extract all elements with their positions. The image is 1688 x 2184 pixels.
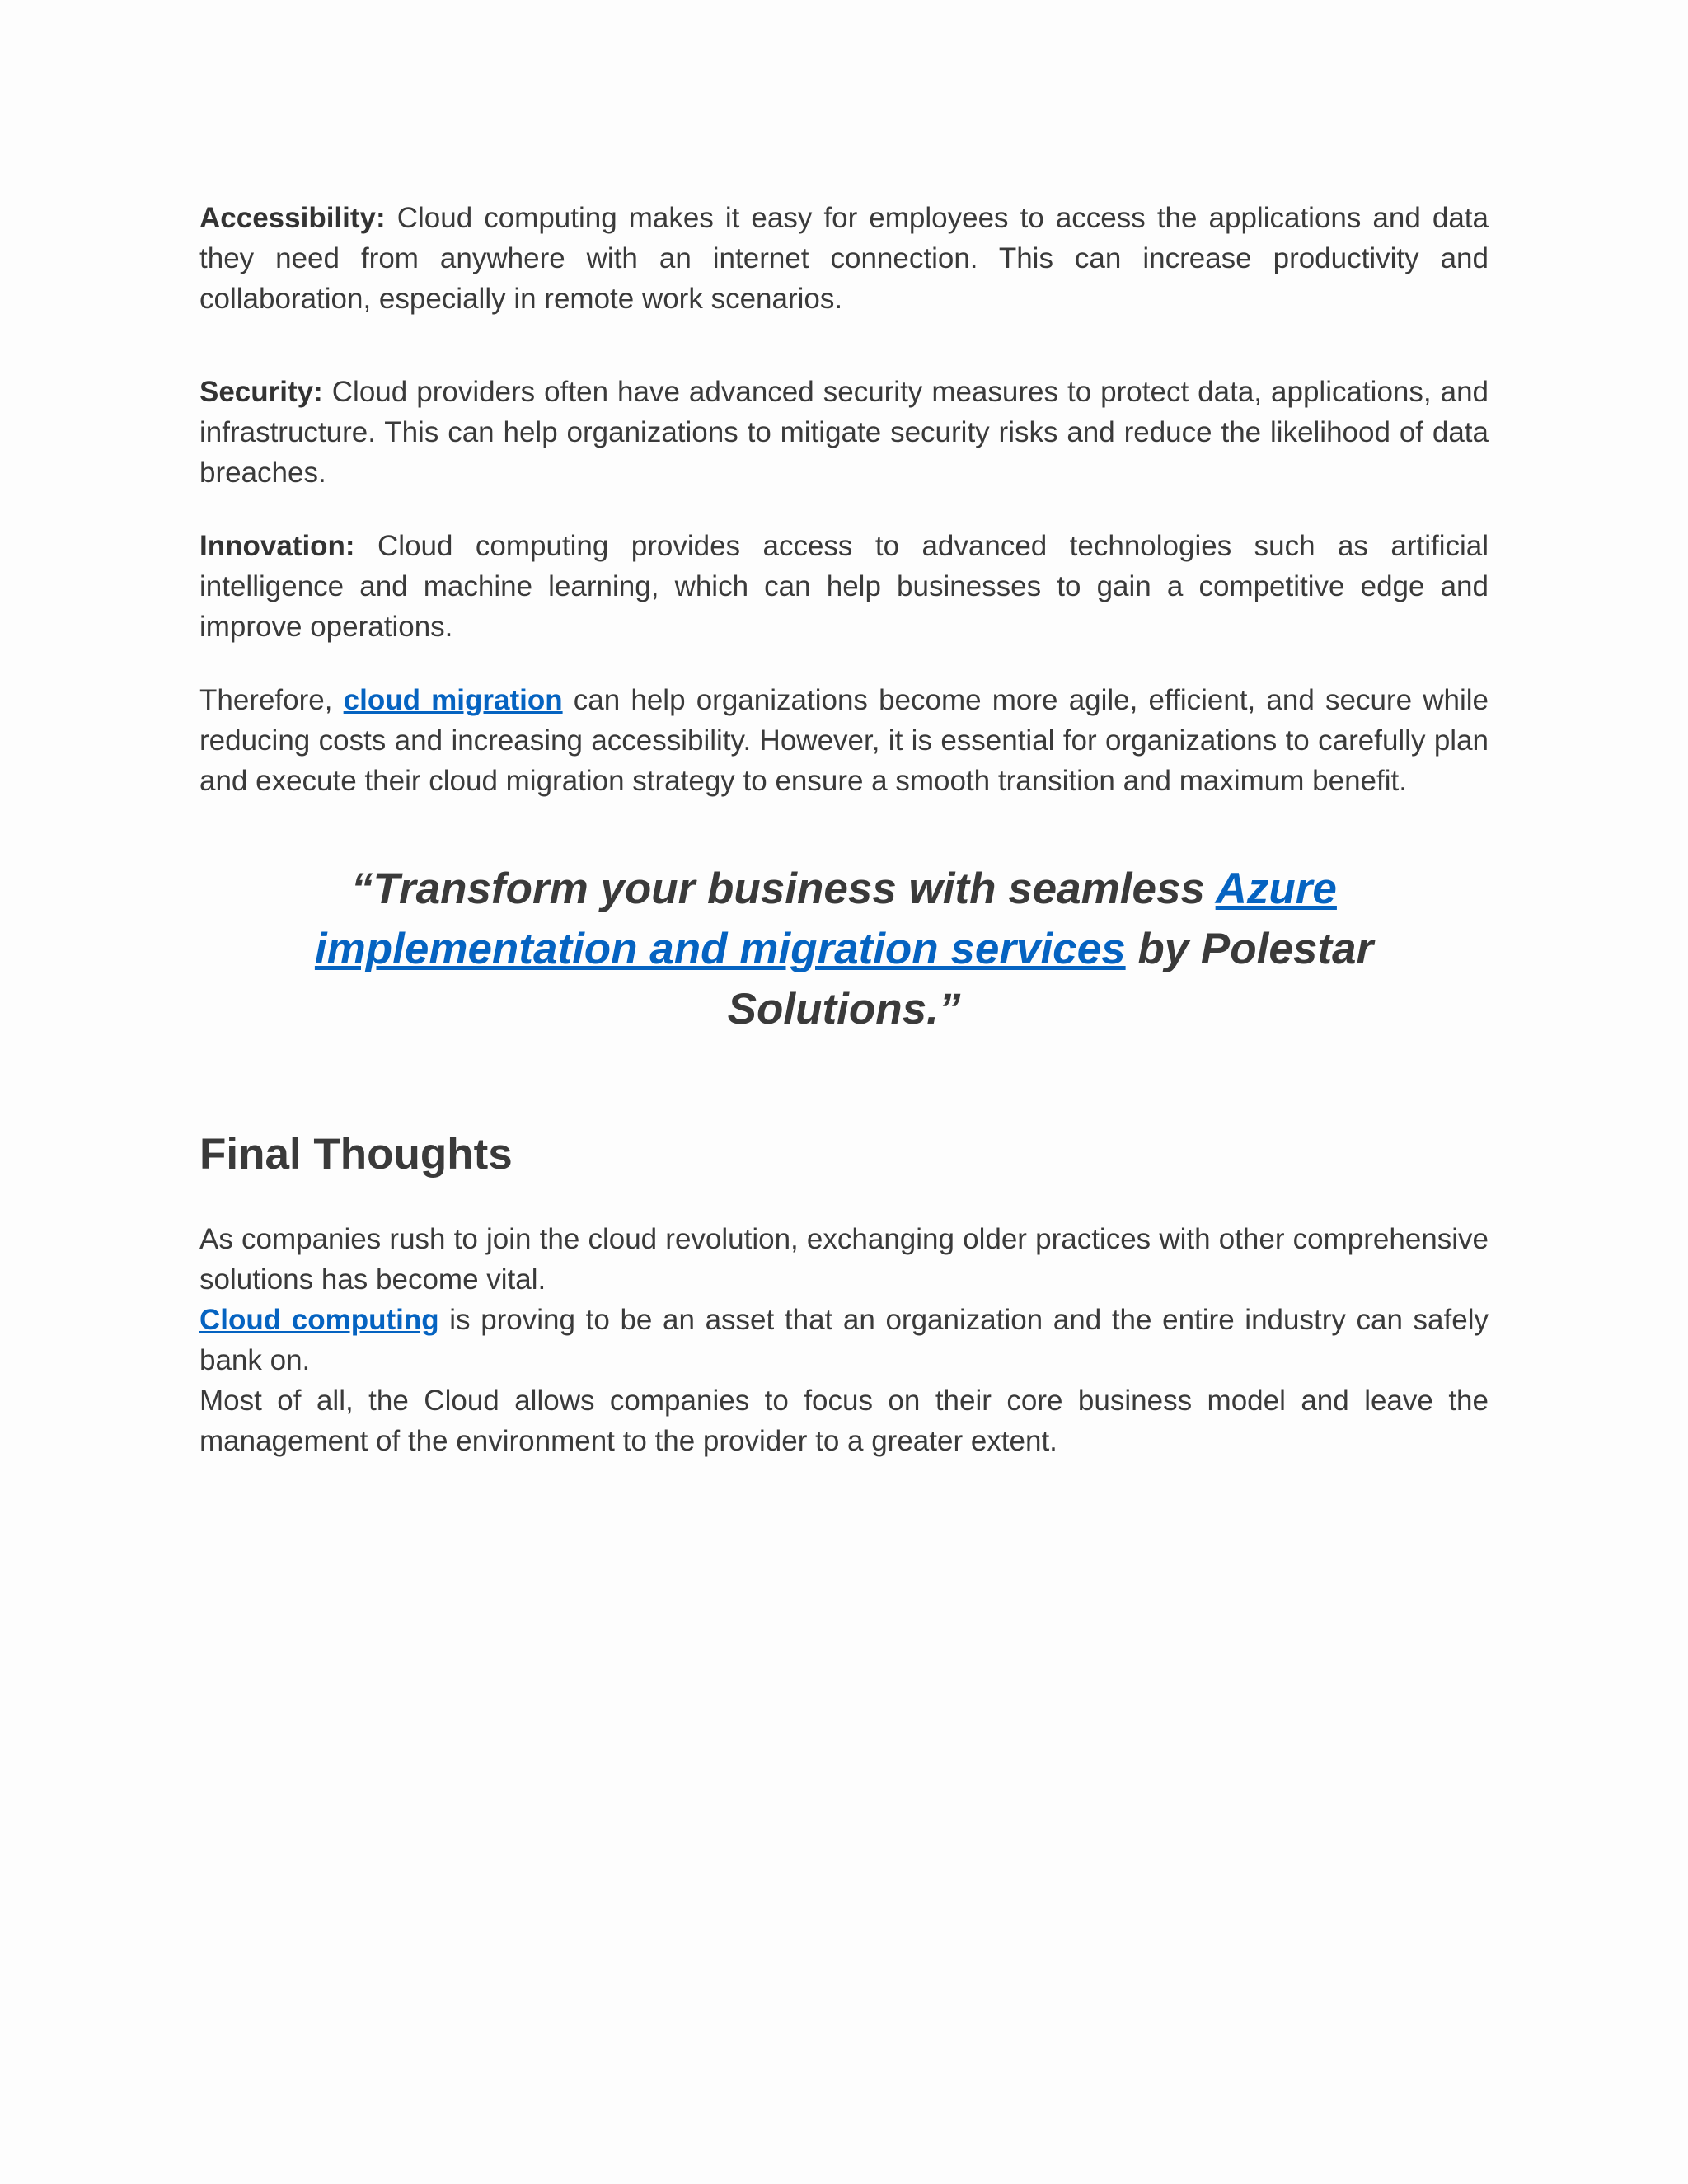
paragraph-innovation [199,526,1489,647]
final-thoughts-heading: Final Thoughts [199,1130,513,1179]
quote-suffix: by Polestar Solutions.” [727,925,1374,1033]
paragraph-accessibility [199,198,1489,319]
final-paragraph-3: Most of all, the Cloud allows companies to focus on their core business model and leave the management of the environment to the provider to a greater extent. [199,1385,1489,1457]
document-page [199,198,1489,1461]
paragraph-therefore [199,680,1489,801]
final-paragraph-2-text: is proving to be an asset that an organization and the entire industry can safely bank on. [199,1304,1489,1376]
innovation-text: Cloud computing provides access to advanced technologies such as artificial intelligence and machine learning, which can help businesses to gain a competitive edge and improve operations. [199,530,1489,643]
therefore-prefix: Therefore, [199,684,344,716]
final-paragraph-2 [199,1300,1489,1380]
quote-prefix: “Transform your business with seamless [351,865,1216,913]
therefore-suffix: can help organizations become more agile, efficient, and secure while reducing costs and increasing accessibility. However, it is essential for organizations to carefully plan and execute their cloud migration strategy to ensure a smooth transition and maximum benefit. [199,684,1489,797]
cloud-migration-link[interactable]: cloud migration [343,684,563,716]
security-text: Cloud providers often have advanced security measures to protect data, applications, and infrastructure. This can help organizations to mitigate security risks and reduce the likelihood of data breaches. [199,376,1489,489]
promo-quote [199,859,1489,1039]
azure-services-link[interactable]: Azure implementation and migration services [314,865,1337,973]
cloud-computing-link[interactable]: Cloud computing [199,1304,439,1336]
accessibility-text: Cloud computing makes it easy for employees to access the applications and data they need from anywhere with an internet connection. This can increase productivity and collaboration, especially in remote work scenarios. [199,202,1489,315]
innovation-label: Innovation: [199,530,355,562]
paragraph-security [199,372,1489,493]
security-label: Security: [199,376,323,408]
final-thoughts-section [199,1219,1489,1461]
final-paragraph-1: As companies rush to join the cloud revolution, exchanging older practices with other comprehensive solutions has become vital. [199,1223,1489,1296]
accessibility-label: Accessibility: [199,202,386,234]
